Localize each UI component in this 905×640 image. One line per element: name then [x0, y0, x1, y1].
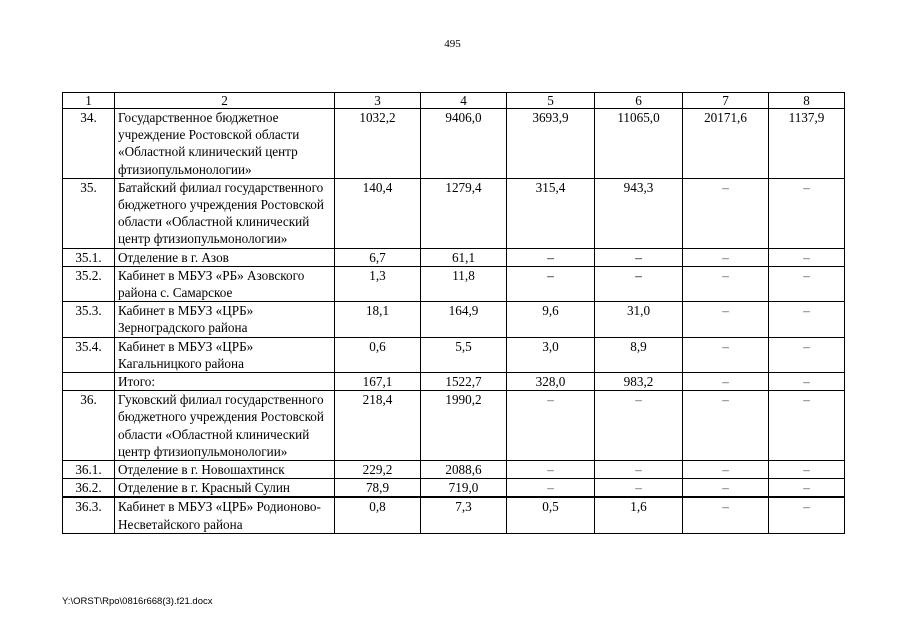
value-cell: 218,4 — [335, 391, 421, 461]
value-cell: 78,9 — [335, 479, 421, 498]
value-cell: 20171,6 — [683, 109, 769, 179]
value-cell: 2088,6 — [421, 461, 507, 479]
value-cell: 9,6 — [507, 302, 595, 337]
column-header: 8 — [769, 93, 845, 109]
value-cell: 943,3 — [595, 178, 683, 248]
value-cell: 3693,9 — [507, 109, 595, 179]
value-cell: 11,8 — [421, 266, 507, 301]
table-row — [63, 266, 845, 301]
value-cell: – — [683, 479, 769, 498]
row-number-cell: 36.1. — [63, 461, 115, 479]
institution-name-cell: Отделение в г. Красный Сулин — [115, 479, 335, 498]
table-row — [63, 479, 845, 498]
value-cell: – — [683, 461, 769, 479]
value-cell: – — [769, 391, 845, 461]
value-cell: – — [683, 302, 769, 337]
value-cell: – — [769, 461, 845, 479]
value-cell: – — [595, 461, 683, 479]
value-cell: – — [769, 479, 845, 498]
row-number-cell: 35.2. — [63, 266, 115, 301]
file-path-footer: Y:\ORST\Rpo\0816r668(3).f21.docx — [62, 596, 213, 607]
column-header: 5 — [507, 93, 595, 109]
value-cell: 5,5 — [421, 337, 507, 372]
row-number-cell: 35. — [63, 178, 115, 248]
value-cell: 1032,2 — [335, 109, 421, 179]
value-cell: 8,9 — [595, 337, 683, 372]
institution-name-cell: Государственное бюджетное учреждение Ростовской области «Областной клинический центр фтизиопульмонологии» — [115, 109, 335, 179]
value-cell: – — [683, 248, 769, 266]
table-header-row — [63, 93, 845, 109]
value-cell: – — [507, 266, 595, 301]
value-cell: 1137,9 — [769, 109, 845, 179]
value-cell: 0,6 — [335, 337, 421, 372]
value-cell: 3,0 — [507, 337, 595, 372]
institution-name-cell: Кабинет в МБУЗ «ЦРБ» Кагальницкого района — [115, 337, 335, 372]
row-number-cell: 35.1. — [63, 248, 115, 266]
table-row — [63, 391, 845, 461]
value-cell: – — [683, 391, 769, 461]
value-cell: 31,0 — [595, 302, 683, 337]
institution-name-cell: Отделение в г. Азов — [115, 248, 335, 266]
table-row — [63, 248, 845, 266]
value-cell: 164,9 — [421, 302, 507, 337]
institution-name-cell: Кабинет в МБУЗ «ЦРБ» Зерноградского района — [115, 302, 335, 337]
value-cell: 1522,7 — [421, 373, 507, 391]
row-number-cell: 34. — [63, 109, 115, 179]
row-number-cell: 36.3. — [63, 497, 115, 533]
value-cell: – — [595, 266, 683, 301]
value-cell: – — [595, 248, 683, 266]
value-cell: 229,2 — [335, 461, 421, 479]
value-cell: 0,8 — [335, 497, 421, 533]
row-number-cell: 35.4. — [63, 337, 115, 372]
column-header: 6 — [595, 93, 683, 109]
value-cell: 719,0 — [421, 479, 507, 498]
value-cell: – — [683, 497, 769, 533]
value-cell: 7,3 — [421, 497, 507, 533]
value-cell: 11065,0 — [595, 109, 683, 179]
value-cell: – — [769, 337, 845, 372]
value-cell: 9406,0 — [421, 109, 507, 179]
table-row — [63, 373, 845, 391]
institution-name-cell: Отделение в г. Новошахтинск — [115, 461, 335, 479]
value-cell: 6,7 — [335, 248, 421, 266]
value-cell: 1,3 — [335, 266, 421, 301]
value-cell: 983,2 — [595, 373, 683, 391]
row-number-cell: 36.2. — [63, 479, 115, 498]
institution-name-cell: Кабинет в МБУЗ «ЦРБ» Родионово-Несветайского района — [115, 497, 335, 533]
row-number-cell: 36. — [63, 391, 115, 461]
value-cell: – — [683, 178, 769, 248]
value-cell: – — [769, 178, 845, 248]
table-row — [63, 461, 845, 479]
page-number: 495 — [444, 38, 461, 50]
row-number-cell: 35.3. — [63, 302, 115, 337]
column-header: 3 — [335, 93, 421, 109]
column-header: 1 — [63, 93, 115, 109]
value-cell: 1279,4 — [421, 178, 507, 248]
institution-name-cell: Гуковский филиал государственного бюджетного учреждения Ростовской области «Областной клинический центр фтизиопульмонологии» — [115, 391, 335, 461]
value-cell: 167,1 — [335, 373, 421, 391]
value-cell: – — [507, 391, 595, 461]
value-cell: – — [507, 479, 595, 498]
column-header: 4 — [421, 93, 507, 109]
column-header: 2 — [115, 93, 335, 109]
table-row — [63, 109, 845, 179]
data-table — [62, 92, 845, 534]
institution-name-cell: Кабинет в МБУЗ «РБ» Азовского района с. Самарское — [115, 266, 335, 301]
value-cell: 1990,2 — [421, 391, 507, 461]
value-cell: 1,6 — [595, 497, 683, 533]
value-cell: 18,1 — [335, 302, 421, 337]
value-cell: – — [507, 461, 595, 479]
table-row — [63, 337, 845, 372]
row-number-cell — [63, 373, 115, 391]
value-cell: – — [683, 373, 769, 391]
value-cell: – — [769, 497, 845, 533]
value-cell: – — [683, 337, 769, 372]
value-cell: – — [769, 373, 845, 391]
value-cell: – — [769, 266, 845, 301]
value-cell: – — [595, 391, 683, 461]
column-header: 7 — [683, 93, 769, 109]
value-cell: – — [507, 248, 595, 266]
institution-name-cell: Батайский филиал государственного бюджетного учреждения Ростовской области «Областной клинический центр фтизиопульмонологии» — [115, 178, 335, 248]
value-cell: 315,4 — [507, 178, 595, 248]
value-cell: 61,1 — [421, 248, 507, 266]
value-cell: 0,5 — [507, 497, 595, 533]
value-cell: – — [769, 302, 845, 337]
institution-name-cell: Итого: — [115, 373, 335, 391]
value-cell: 328,0 — [507, 373, 595, 391]
value-cell: 140,4 — [335, 178, 421, 248]
value-cell: – — [769, 248, 845, 266]
table-row — [63, 497, 845, 533]
table-row — [63, 302, 845, 337]
value-cell: – — [595, 479, 683, 498]
value-cell: – — [683, 266, 769, 301]
table-row — [63, 178, 845, 248]
